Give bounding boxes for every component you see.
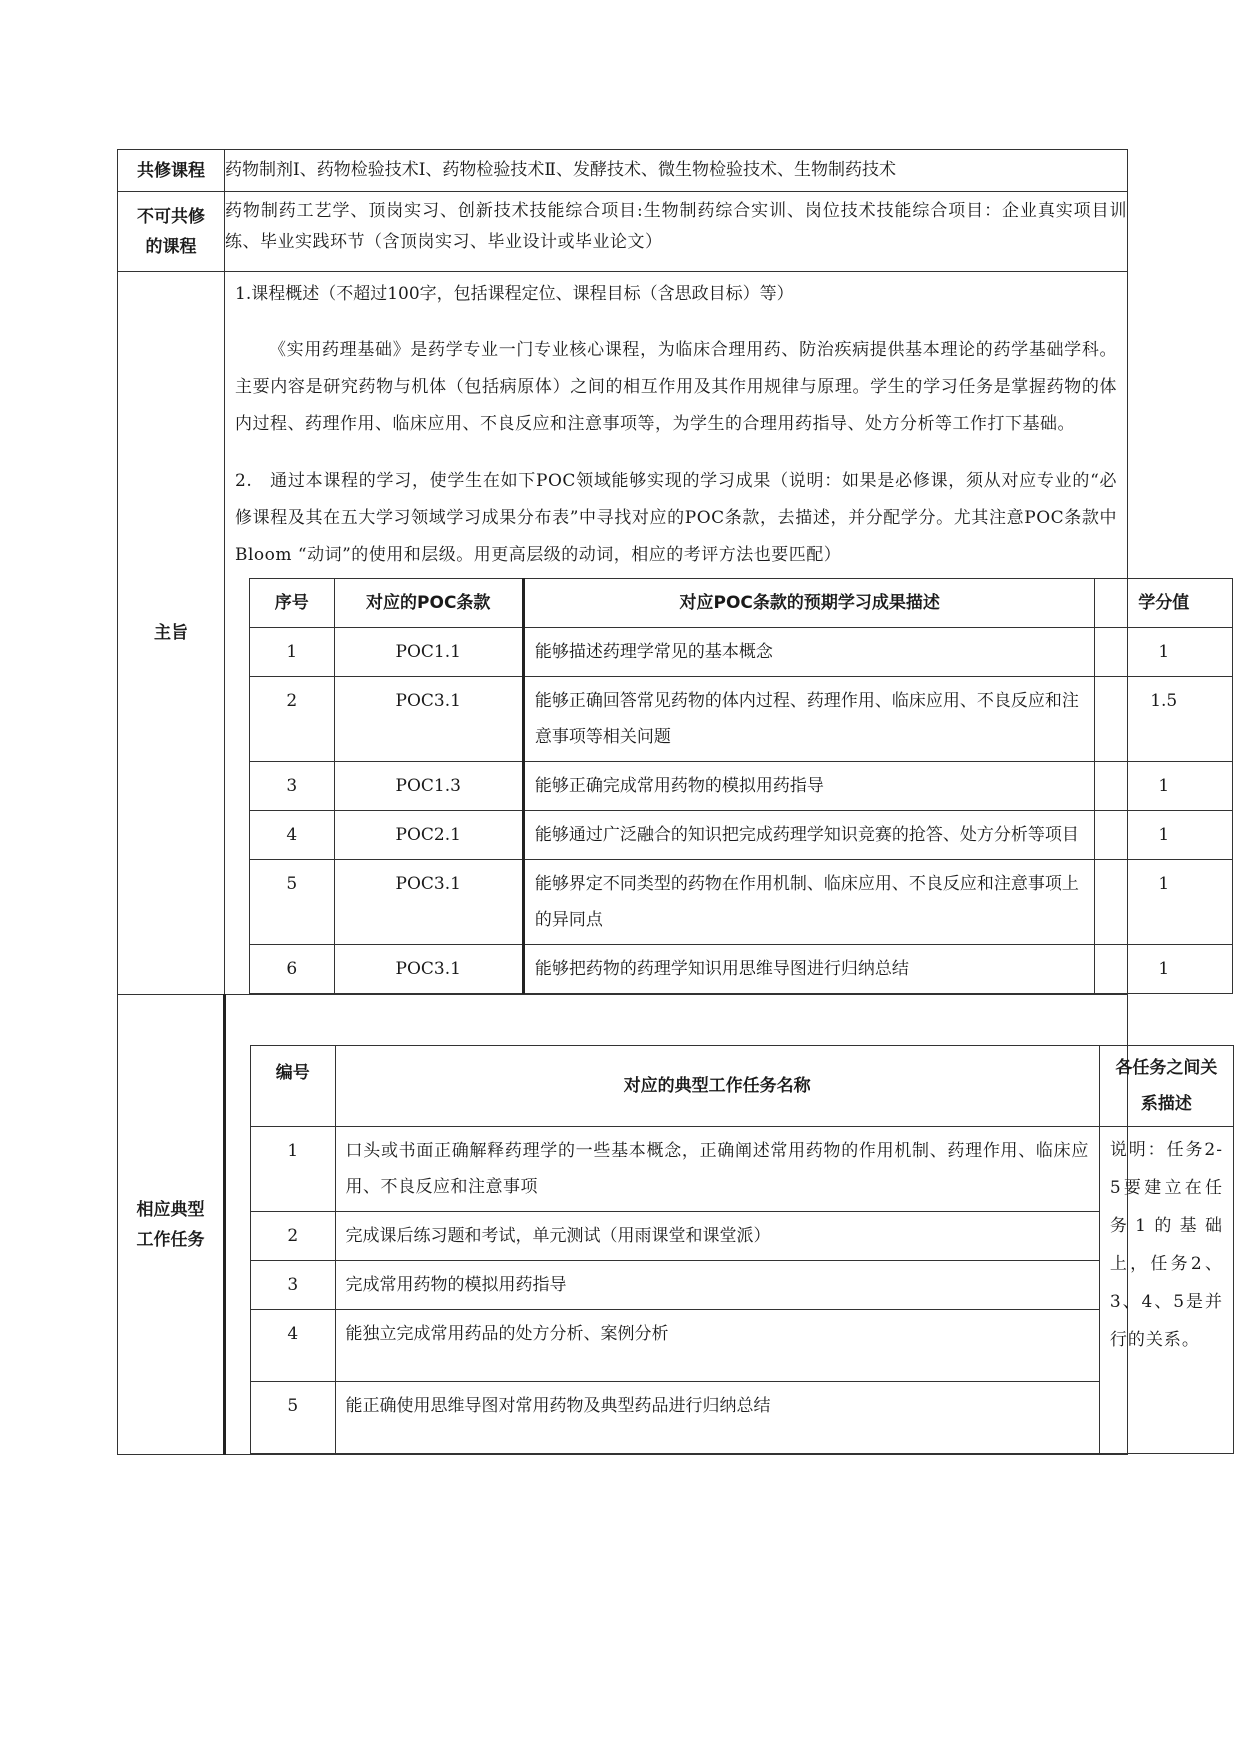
poc-credit: 1.5 [1095, 677, 1233, 762]
row-shared-courses [118, 150, 1128, 192]
label-line: 工作任务 [136, 1229, 205, 1250]
task-name: 口头或书面正确解释药理学的一些基本概念，正确阐述常用药物的作用机制、药理作用、临床应用、不良反应和注意事项 [335, 1127, 1099, 1212]
poc-desc: 能够正确回答常见药物的体内过程、药理作用、临床应用、不良反应和注意事项等相关问题 [523, 677, 1095, 762]
poc-no: 5 [250, 860, 335, 945]
aim-item1-body: 《实用药理基础》是药学专业一门专业核心课程，为临床合理用药、防治疾病提供基本理论的药学基础学科。主要内容是研究药物与机体（包括病原体）之间的相互作用及其作用规律与原理。学生的学习任务是掌握药物的体内过程、药理作用、临床应用、不良反应和注意事项等，为学生的合理用药指导、处方分析等工作打下基础。 [235, 340, 1117, 434]
label-non-shared-courses [118, 192, 225, 272]
poc-credit: 1 [1095, 945, 1233, 994]
tasks-header-relation: 各任务之间关系描述 [1099, 1046, 1233, 1127]
poc-clause: POC2.1 [334, 811, 523, 860]
poc-desc: 能够正确完成常用药物的模拟用药指导 [523, 762, 1095, 811]
poc-credit: 1 [1095, 762, 1233, 811]
task-no: 1 [251, 1127, 336, 1212]
poc-credit: 1 [1095, 811, 1233, 860]
task-name: 能独立完成常用药品的处方分析、案例分析 [335, 1310, 1099, 1382]
label-aim: 主旨 [118, 272, 225, 995]
poc-desc: 能够描述药理学常见的基本概念 [523, 628, 1095, 677]
task-no: 4 [251, 1310, 336, 1382]
poc-desc: 能够通过广泛融合的知识把完成药理学知识竞赛的抢答、处方分析等项目 [523, 811, 1095, 860]
poc-no: 4 [250, 811, 335, 860]
poc-credit: 1 [1095, 860, 1233, 945]
poc-header-no: 序号 [250, 579, 335, 628]
poc-row [250, 762, 1233, 811]
typical-tasks-table [250, 1045, 1234, 1454]
poc-header-desc: 对应POC条款的预期学习成果描述 [523, 579, 1095, 628]
poc-credit: 1 [1095, 628, 1233, 677]
task-no: 5 [251, 1382, 336, 1454]
poc-no: 3 [250, 762, 335, 811]
task-no: 2 [251, 1212, 336, 1261]
poc-no: 6 [250, 945, 335, 994]
task-row [251, 1310, 1234, 1382]
tasks-header-name: 对应的典型工作任务名称 [335, 1046, 1099, 1127]
poc-row [250, 811, 1233, 860]
aim-item2-text: 2. 通过本课程的学习，使学生在如下POC领域能够实现的学习成果（说明：如果是必修课，须从对应专业的“必修课程及其在五大学习领域学习成果分布表”中寻找对应的POC条款，去描述，并分配学分。尤其注意POC条款中Bloom “动词”的使用和层级。用更高层级的动词，相应的考评方法也要匹配） [235, 471, 1117, 565]
tasks-header-no: 编号 [251, 1046, 336, 1127]
task-row [251, 1382, 1234, 1454]
task-name: 完成课后练习题和考试，单元测试（用雨课堂和课堂派） [335, 1212, 1099, 1261]
poc-outcomes-table [249, 578, 1233, 994]
poc-table-header [250, 579, 1233, 628]
label-shared-courses: 共修课程 [118, 150, 225, 192]
task-row [251, 1212, 1234, 1261]
poc-clause: POC1.1 [334, 628, 523, 677]
poc-row [250, 945, 1233, 994]
tasks-content [225, 995, 1223, 1455]
course-info-table [117, 149, 1223, 1455]
tasks-table-header [251, 1046, 1234, 1127]
poc-header-clause: 对应的POC条款 [334, 579, 523, 628]
task-row [251, 1261, 1234, 1310]
poc-header-credit: 学分值 [1095, 579, 1233, 628]
poc-desc: 能够界定不同类型的药物在作用机制、临床应用、不良反应和注意事项上的异同点 [523, 860, 1095, 945]
row-typical-tasks [118, 995, 1128, 1455]
poc-no: 2 [250, 677, 335, 762]
task-name: 完成常用药物的模拟用药指导 [335, 1261, 1099, 1310]
poc-row [250, 677, 1233, 762]
poc-clause: POC3.1 [334, 677, 523, 762]
poc-clause: POC3.1 [334, 945, 523, 994]
shared-courses-content: 药物制剂Ⅰ、药物检验技术Ⅰ、药物检验技术Ⅱ、发酵技术、微生物检验技术、生物制药技术 [225, 150, 1128, 192]
label-line: 相应典型 [136, 1199, 205, 1220]
poc-row [250, 628, 1233, 677]
non-shared-courses-content: 药物制药工艺学、顶岗实习、创新技术技能综合项目:生物制药综合实训、岗位技术技能综合项目：企业真实项目训练、毕业实践环节（含顶岗实习、毕业设计或毕业论文） [225, 192, 1128, 272]
poc-clause: POC3.1 [334, 860, 523, 945]
poc-row [250, 860, 1233, 945]
label-line: 不可共修 [137, 206, 205, 227]
task-no: 3 [251, 1261, 336, 1310]
task-name: 能正确使用思维导图对常用药物及典型药品进行归纳总结 [335, 1382, 1099, 1454]
poc-clause: POC1.3 [334, 762, 523, 811]
poc-desc: 能够把药物的药理学知识用思维导图进行归纳总结 [523, 945, 1095, 994]
aim-content [225, 272, 1190, 995]
row-non-shared-courses [118, 192, 1128, 272]
row-aim [118, 272, 1128, 995]
task-relation: 说明：任务2-5要建立在任务1的基础上，任务2、3、4、5是并行的关系。 [1099, 1127, 1233, 1454]
label-line: 的课程 [145, 236, 197, 257]
label-typical-tasks [118, 995, 225, 1455]
aim-item1-title: 1.课程概述（不超过100字，包括课程定位、课程目标（含思政目标）等） [235, 284, 794, 304]
poc-no: 1 [250, 628, 335, 677]
task-row [251, 1127, 1234, 1212]
